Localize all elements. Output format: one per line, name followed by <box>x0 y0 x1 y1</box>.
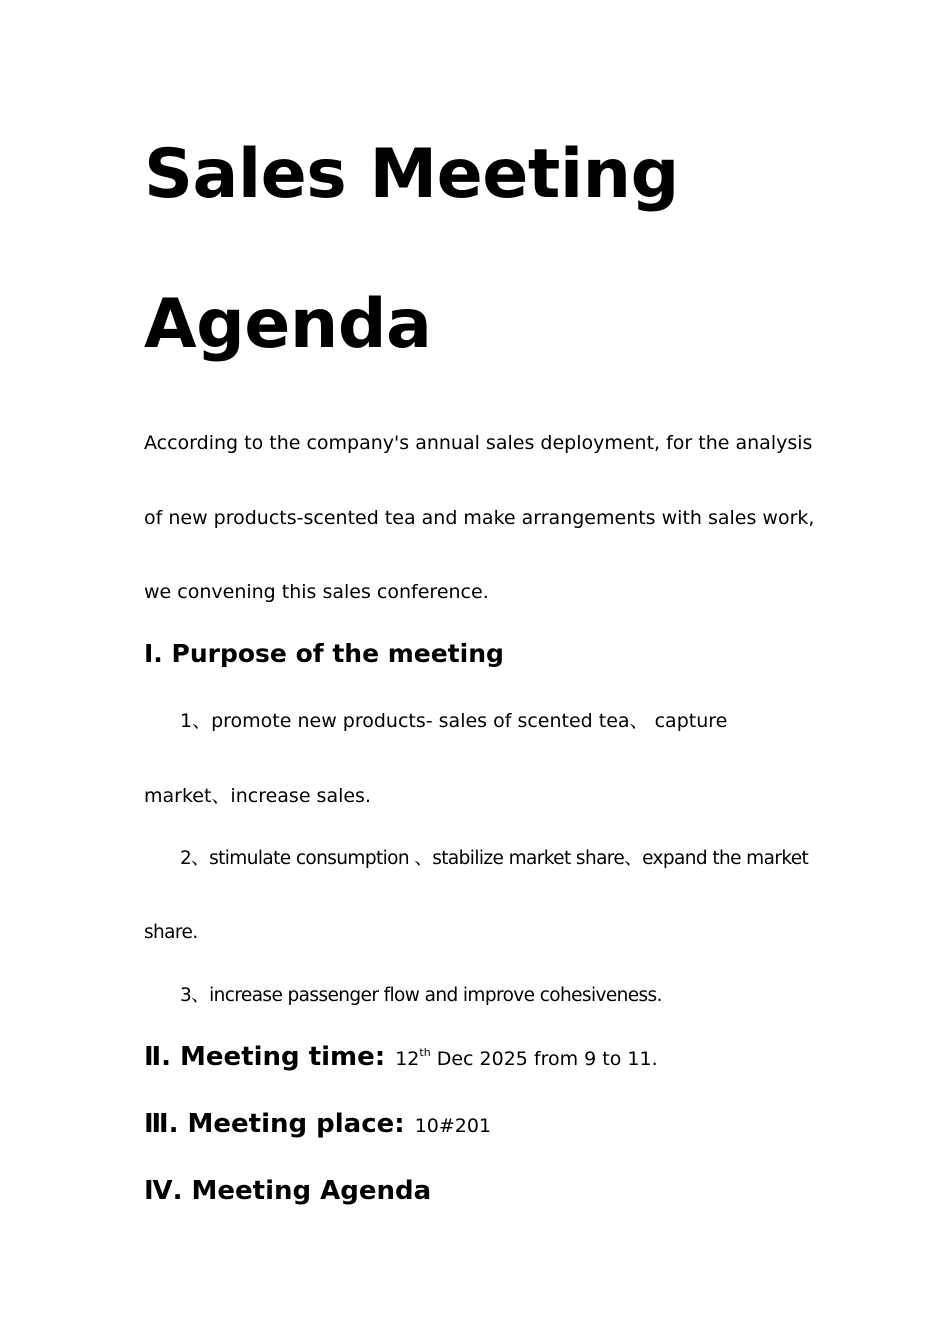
purpose-item-1-line-1: 1、promote new products- sales of scented tea、 capture <box>180 710 728 732</box>
document-title-line-1: Sales Meeting <box>144 135 679 214</box>
section-3-heading: Ⅲ. Meeting place: <box>144 1109 405 1139</box>
intro-line-1: According to the company's annual sales deployment, for the analysis <box>144 432 813 454</box>
section-3-row <box>144 1107 491 1143</box>
meeting-time-value <box>395 1048 657 1070</box>
section-4-heading: Ⅳ. Meeting Agenda <box>144 1176 432 1206</box>
purpose-item-2-line-1: 2、stimulate consumption 、stabilize market share、expand the market <box>180 848 809 869</box>
meeting-time-ordinal: th <box>419 1046 431 1059</box>
purpose-item-1-line-2: market、increase sales. <box>144 785 371 807</box>
section-2-row <box>144 1040 658 1076</box>
document-title-line-2: Agenda <box>144 285 432 364</box>
purpose-item-3: 3、increase passenger flow and improve cohesiveness. <box>180 985 662 1006</box>
intro-line-3: we convening this sales conference. <box>144 581 489 603</box>
meeting-time-day: 12 <box>395 1048 420 1070</box>
meeting-place-value: 10#201 <box>414 1115 492 1137</box>
section-1-heading: I. Purpose of the meeting <box>144 639 504 668</box>
meeting-time-rest: Dec 2025 from 9 to 11. <box>430 1048 658 1070</box>
intro-line-2: of new products-scented tea and make arrangements with sales work, <box>144 507 815 529</box>
purpose-item-2-line-2: share. <box>144 922 198 943</box>
section-2-heading: Ⅱ. Meeting time: <box>144 1042 386 1072</box>
